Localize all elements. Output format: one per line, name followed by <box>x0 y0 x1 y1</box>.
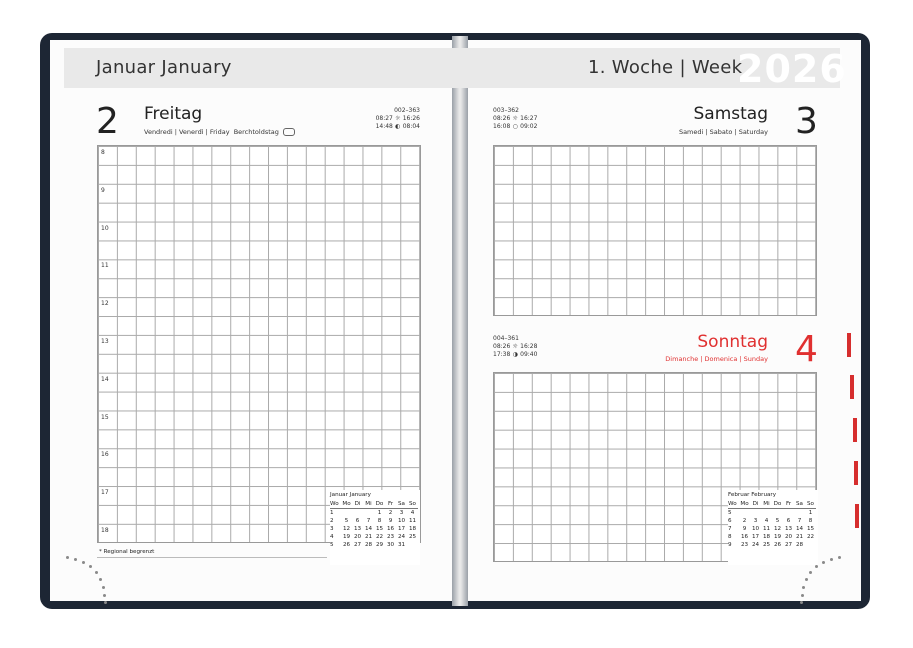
week-number: 5 <box>330 542 334 548</box>
sunday-astro <box>493 335 537 359</box>
calendar-day[interactable]: 8 <box>808 518 813 524</box>
calendar-day[interactable]: 2 <box>388 510 393 516</box>
calendar-day[interactable]: 12 <box>773 526 782 532</box>
flag-icon <box>283 128 295 136</box>
calendar-day[interactable]: 30 <box>386 542 395 548</box>
calendar-day[interactable]: 18 <box>762 534 771 540</box>
calendar-day[interactable]: 28 <box>364 542 373 548</box>
week-number: 8 <box>728 534 732 540</box>
hour-label: 13 <box>101 338 109 345</box>
calendar-day[interactable]: 12 <box>342 526 351 532</box>
month-tab[interactable] <box>847 333 851 357</box>
sun-icon: ☼ <box>395 115 401 122</box>
month-tab[interactable] <box>850 375 854 399</box>
week-number: 1 <box>330 510 334 516</box>
calendar-day[interactable]: 29 <box>375 542 384 548</box>
calendar-day[interactable]: 10 <box>751 526 760 532</box>
hour-label: 12 <box>101 300 109 308</box>
sat-moonrise: 16:08 <box>493 123 511 130</box>
week-number: 6 <box>728 518 732 524</box>
calendar-day[interactable]: 3 <box>753 518 758 524</box>
calendar-day[interactable]: 17 <box>751 534 760 540</box>
calendar-day[interactable]: 14 <box>364 526 373 532</box>
calendar-day[interactable]: 2 <box>742 518 747 524</box>
footnote: * Regional begrenzt <box>99 549 155 555</box>
left-day-subtitle <box>144 128 295 136</box>
week-number: 5 <box>728 510 732 516</box>
left-day-name: Freitag <box>144 104 203 124</box>
calendar-day[interactable] <box>341 509 352 518</box>
week-number: 3 <box>330 526 334 532</box>
sun-sunset: 16:28 <box>520 343 538 350</box>
weekday-header: Wo <box>728 500 739 509</box>
calendar-day[interactable]: 5 <box>775 518 780 524</box>
calendar-day[interactable] <box>794 509 805 518</box>
year-watermark: 2026 <box>737 47 847 91</box>
mini-calendar-january <box>330 490 420 565</box>
week-number: 2 <box>330 518 334 524</box>
calendar-day[interactable]: 16 <box>386 526 395 532</box>
calendar-day[interactable]: 13 <box>784 526 793 532</box>
calendar-day[interactable]: 11 <box>408 518 417 524</box>
saturday-number: 3 <box>795 101 818 142</box>
sat-sunrise: 08:26 <box>493 115 511 122</box>
sat-sunset: 16:27 <box>520 115 538 122</box>
calendar-day[interactable]: 13 <box>353 526 362 532</box>
calendar-day[interactable]: 17 <box>397 526 406 532</box>
saturday-day-of-year: 003–362 <box>493 107 519 114</box>
calendar-day[interactable]: 21 <box>795 534 804 540</box>
calendar-day[interactable] <box>352 509 363 518</box>
left-moonrise: 14:48 <box>375 123 393 130</box>
calendar-day[interactable]: 9 <box>742 526 747 532</box>
saturday-translations: Samedi | Sabato | Saturday <box>678 128 768 136</box>
moon-icon: ○ <box>512 123 518 130</box>
mini-february-title: Februar February <box>728 492 777 498</box>
left-day-holiday: Berchtoldstag <box>233 128 279 136</box>
sun-icon: ☼ <box>512 343 518 350</box>
hour-label: 11 <box>101 262 109 270</box>
left-day-of-year: 002–363 <box>394 107 420 114</box>
sunday-day-of-year: 004–361 <box>493 335 519 342</box>
weekday-header: Di <box>352 500 363 509</box>
calendar-day[interactable]: 4 <box>410 510 415 516</box>
calendar-day[interactable]: 26 <box>342 542 351 548</box>
calendar-day[interactable]: 9 <box>388 518 393 524</box>
sunday-number: 4 <box>795 329 818 370</box>
weekday-header: Wo <box>330 500 341 509</box>
calendar-day[interactable]: 31 <box>397 542 406 548</box>
hour-label: 17 <box>101 489 109 497</box>
hour-label: 14 <box>101 375 109 383</box>
weekday-header: Sa <box>396 500 407 509</box>
hour-label: 8 <box>101 149 105 156</box>
hour-label: 15 <box>101 413 109 421</box>
calendar-day[interactable] <box>363 509 374 518</box>
mini-january-title: Januar January <box>330 492 371 498</box>
calendar-day[interactable]: 24 <box>397 534 406 540</box>
calendar-day[interactable]: 7 <box>797 518 802 524</box>
calendar-day[interactable]: 8 <box>377 518 382 524</box>
weekday-header: Mi <box>761 500 772 509</box>
calendar-day[interactable] <box>750 509 761 518</box>
month-label: Januar January <box>96 57 232 78</box>
calendar-day[interactable]: 18 <box>408 526 417 532</box>
calendar-day[interactable]: 24 <box>751 542 760 548</box>
sun-moonset: 09:40 <box>520 351 538 358</box>
left-moonset: 08:04 <box>402 123 420 130</box>
left-day-astro <box>372 107 420 131</box>
calendar-day[interactable]: 16 <box>740 534 749 540</box>
calendar-day[interactable]: 15 <box>806 526 815 532</box>
calendar-day[interactable] <box>805 541 816 549</box>
weekday-header: Fr <box>783 500 794 509</box>
calendar-day[interactable]: 20 <box>784 534 793 540</box>
weekday-header: Mo <box>342 501 351 507</box>
calendar-day[interactable]: 21 <box>364 534 373 540</box>
moon-icon: ◐ <box>395 123 401 130</box>
saturday-astro <box>493 107 537 131</box>
sunday-translations: Dimanche | Domenica | Sunday <box>665 355 768 363</box>
weekday-header: So <box>407 500 418 509</box>
calendar-day[interactable]: 11 <box>762 526 771 532</box>
calendar-day[interactable]: 3 <box>399 510 404 516</box>
calendar-day[interactable]: 26 <box>773 542 782 548</box>
calendar-day[interactable]: 20 <box>353 534 362 540</box>
week-number: 9 <box>728 542 732 548</box>
calendar-day[interactable]: 15 <box>375 526 384 532</box>
calendar-day[interactable]: 10 <box>397 518 406 524</box>
moon-icon: ◑ <box>512 351 518 358</box>
calendar-day[interactable]: 19 <box>773 534 782 540</box>
calendar-day[interactable]: 14 <box>795 526 804 532</box>
left-day-number: 2 <box>96 101 119 142</box>
calendar-day[interactable]: 1 <box>808 510 813 516</box>
calendar-day[interactable]: 19 <box>342 534 351 540</box>
weekday-header: Mo <box>740 501 749 507</box>
hour-label: 9 <box>101 186 105 194</box>
mini-january-table <box>330 500 418 549</box>
week-number: 7 <box>728 526 732 532</box>
calendar-day[interactable]: 7 <box>366 518 371 524</box>
calendar-day[interactable]: 22 <box>806 534 815 540</box>
mini-calendar-february <box>728 490 818 565</box>
calendar-day[interactable] <box>772 509 783 518</box>
weekday-header: Do <box>773 501 782 507</box>
calendar-day[interactable]: 23 <box>386 534 395 540</box>
week-number: 4 <box>330 534 334 540</box>
calendar-day[interactable]: 27 <box>353 542 362 548</box>
calendar-day[interactable]: 28 <box>795 542 804 548</box>
calendar-day[interactable]: 23 <box>740 542 749 548</box>
saturday-name: Samstag <box>693 104 768 124</box>
calendar-day[interactable] <box>407 541 418 549</box>
calendar-day[interactable]: 6 <box>355 518 360 524</box>
calendar-day[interactable]: 4 <box>764 518 769 524</box>
calendar-day[interactable]: 6 <box>786 518 791 524</box>
weekday-header: Fr <box>385 500 396 509</box>
mini-february-table <box>728 500 816 549</box>
calendar-day[interactable] <box>761 509 772 518</box>
sun-icon: ☼ <box>512 115 518 122</box>
book-gutter <box>452 36 468 606</box>
sat-moonset: 09:02 <box>520 123 538 130</box>
calendar-day[interactable] <box>783 509 794 518</box>
weekday-header: Mi <box>363 500 374 509</box>
calendar-day[interactable]: 27 <box>784 542 793 548</box>
left-day-translations: Vendredi | Venerdì | Friday <box>144 128 230 136</box>
month-tab[interactable] <box>855 504 859 528</box>
weekday-header: Do <box>375 501 384 507</box>
calendar-day[interactable]: 25 <box>762 542 771 548</box>
saturday-grid[interactable] <box>493 145 817 316</box>
left-day-grid[interactable] <box>97 145 421 543</box>
calendar-day[interactable]: 1 <box>377 510 382 516</box>
weekday-header: Sa <box>794 500 805 509</box>
weekday-header: Di <box>750 500 761 509</box>
sun-sunrise: 08:26 <box>493 343 511 350</box>
sunday-name: Sonntag <box>697 332 768 352</box>
month-tab[interactable] <box>854 461 858 485</box>
calendar-day[interactable]: 5 <box>344 518 349 524</box>
sun-moonrise: 17:38 <box>493 351 511 358</box>
footnote-divider <box>97 557 327 558</box>
week-label: 1. Woche | Week <box>588 57 743 78</box>
hour-label: 18 <box>101 527 109 534</box>
calendar-day[interactable] <box>739 509 750 518</box>
left-sunrise: 08:27 <box>375 115 393 122</box>
left-sunset: 16:26 <box>402 115 420 122</box>
calendar-day[interactable]: 25 <box>408 534 417 540</box>
weekday-header: So <box>805 500 816 509</box>
calendar-day[interactable]: 22 <box>375 534 384 540</box>
month-tab[interactable] <box>853 418 857 442</box>
hour-label: 10 <box>101 224 109 232</box>
hour-label: 16 <box>101 451 109 459</box>
